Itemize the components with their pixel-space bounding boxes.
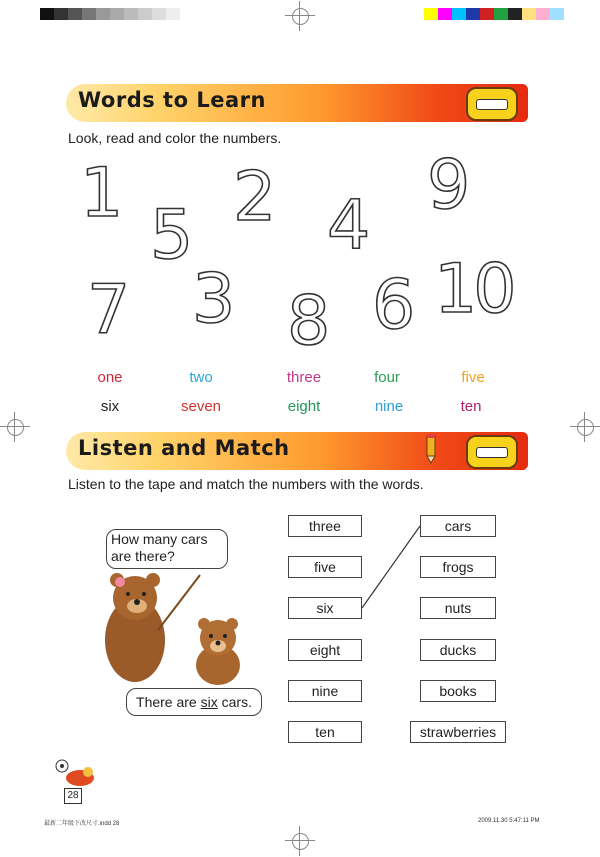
match-box-strawberries[interactable]: strawberries (410, 721, 506, 743)
instruction-color-numbers: Look, read and color the numbers. (68, 130, 282, 146)
match-box-nine[interactable]: nine (288, 680, 362, 702)
word-six: six (100, 398, 120, 415)
registration-mark-bottom (285, 826, 315, 856)
match-box-frogs[interactable]: frogs (420, 556, 496, 578)
word-eight: eight (287, 398, 321, 415)
speech-bubble-answer (126, 688, 262, 716)
outlined-number-6: 6 (372, 266, 416, 345)
outlined-number-7: 7 (87, 271, 131, 350)
answer-underlined-word: six (200, 694, 218, 710)
footer-file-name: 最新二年级下改尺寸.indd 28 (44, 821, 120, 827)
outlined-number-4: 4 (327, 186, 371, 265)
answer-prefix: There are (136, 694, 201, 710)
outlined-number-1: 1 (80, 154, 124, 233)
outlined-number-9: 9 (427, 146, 471, 225)
word-ten: ten (460, 398, 482, 415)
match-box-ten[interactable]: ten (288, 721, 362, 743)
outlined-number-2: 2 (233, 158, 277, 237)
bubble-question-text: How many cars are there? (111, 531, 208, 564)
process-color-bar (424, 8, 564, 20)
robot-mascot-icon-2 (466, 435, 518, 469)
section-title-listen-and-match: Listen and Match (78, 436, 290, 460)
footer-timestamp: 2009.11.30 5:47:11 PM (478, 818, 540, 824)
registration-mark-top (285, 1, 315, 31)
pencil-icon (424, 434, 438, 464)
page-number: 28 (64, 788, 82, 804)
robot-mascot-icon (466, 87, 518, 121)
word-nine: nine (374, 398, 404, 415)
match-box-three[interactable]: three (288, 515, 362, 537)
registration-mark-right (570, 412, 600, 442)
match-box-nuts[interactable]: nuts (420, 597, 496, 619)
grayscale-color-bar (40, 8, 180, 20)
outlined-number-5: 5 (150, 196, 194, 275)
outlined-number-8: 8 (287, 282, 331, 361)
answer-suffix: cars. (217, 694, 252, 710)
match-box-ducks[interactable]: ducks (420, 639, 496, 661)
outlined-number-3: 3 (192, 260, 236, 339)
registration-mark-left (0, 412, 30, 442)
section-title-words-to-learn: Words to Learn (78, 88, 266, 112)
outlined-number-10: 10 (434, 250, 513, 329)
word-seven: seven (180, 398, 222, 415)
word-three: three (286, 369, 322, 386)
match-box-six[interactable]: six (288, 597, 362, 619)
example-match-line (360, 524, 422, 610)
instruction-listen-match: Listen to the tape and match the numbers with the words. (68, 476, 424, 492)
word-two: two (189, 369, 213, 386)
word-four: four (374, 369, 400, 386)
listen-and-match-banner (66, 432, 528, 470)
bear-teacher-and-cub-icon (100, 570, 260, 685)
match-box-eight[interactable]: eight (288, 639, 362, 661)
soccer-mascot-icon (52, 758, 98, 790)
speech-bubble-question (106, 529, 228, 569)
word-five: five (461, 369, 485, 386)
match-box-five[interactable]: five (288, 556, 362, 578)
match-box-cars[interactable]: cars (420, 515, 496, 537)
words-to-learn-banner (66, 84, 528, 122)
match-box-books[interactable]: books (420, 680, 496, 702)
word-one: one (97, 369, 123, 386)
